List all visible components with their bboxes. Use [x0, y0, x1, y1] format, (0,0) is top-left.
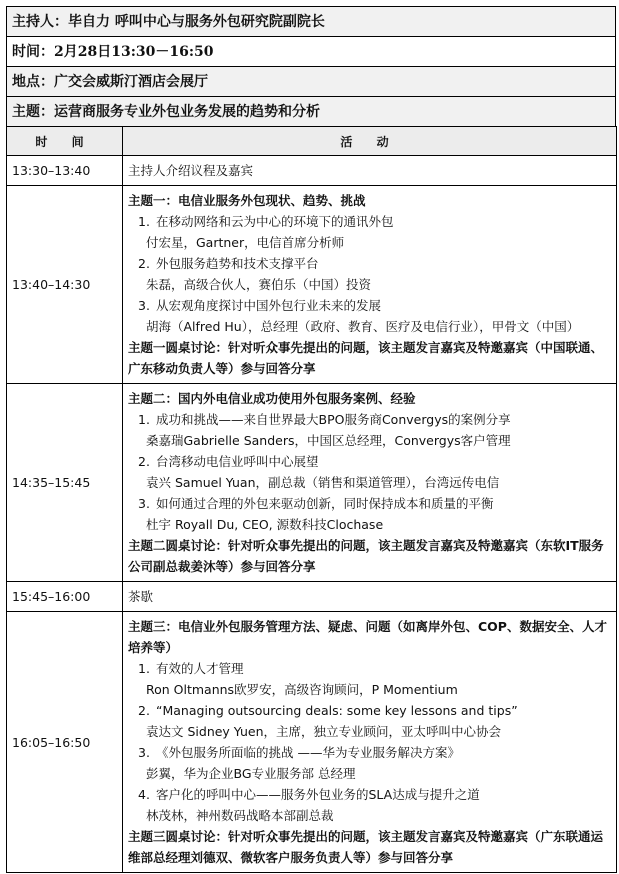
panel-discussion: 主题二圆桌讨论：针对听众事先提出的问题，该主题发言嘉宾及特邀嘉宾（东软IT服务公司副总裁姜沐等）参与回答分享 — [128, 538, 604, 574]
row-activity — [123, 384, 617, 582]
table-row — [7, 156, 617, 186]
item-number: 3. — [138, 745, 150, 760]
session-title: 主题二：国内外电信业成功使用外包服务案例、经验 — [128, 391, 416, 406]
item-title: 从宏观角度探讨中国外包行业未来的发展 — [156, 298, 382, 313]
table-header-row — [7, 127, 617, 156]
place-line: 地点：广交会威斯汀酒店会展厅 — [6, 66, 616, 96]
row-time: 14:35–15:45 — [7, 384, 123, 582]
row-time: 13:30–13:40 — [7, 156, 123, 186]
item-number: 2. — [138, 454, 150, 469]
table-row — [7, 582, 617, 612]
item-number: 2. — [138, 703, 150, 718]
list-item — [128, 700, 611, 721]
item-number: 1. — [138, 412, 150, 427]
speaker-line: 袁达文 Sidney Yuen，主席，独立专业顾问，亚太呼叫中心协会 — [146, 724, 502, 739]
column-header-activity: 活 动 — [123, 127, 617, 156]
speaker-line: Ron Oltmanns欧罗安，高级咨询顾问，P Momentium — [146, 682, 458, 697]
list-item — [128, 658, 611, 679]
speaker-line: 彭翼，华为企业BG专业服务部 总经理 — [146, 766, 356, 781]
agenda-document — [6, 6, 616, 873]
row-time: 16:05–16:50 — [7, 612, 123, 873]
item-number: 4. — [138, 787, 150, 802]
column-header-time: 时 间 — [7, 127, 123, 156]
list-item — [128, 784, 611, 805]
speaker-line: 杜宇 Royall Du, CEO, 源数科技Clochase — [146, 517, 384, 532]
item-number: 2. — [138, 256, 150, 271]
table-row — [7, 612, 617, 873]
time-line: 时间：2月28日13:30－16:50 — [6, 36, 616, 66]
item-number: 1. — [138, 214, 150, 229]
item-title: 外包服务趋势和技术支撑平台 — [156, 256, 319, 271]
item-number: 1. — [138, 661, 150, 676]
panel-discussion: 主题三圆桌讨论：针对听众事先提出的问题，该主题发言嘉宾及特邀嘉宾（广东联通运维部总经理刘德双、微软客户服务负责人等）参与回答分享 — [128, 829, 604, 865]
speaker-line: 付宏星，Gartner，电信首席分析师 — [146, 235, 345, 250]
row-activity: 茶歇 — [123, 582, 617, 612]
item-title: 如何通过合理的外包来驱动创新，同时保持成本和质量的平衡 — [156, 496, 494, 511]
item-title: 台湾移动电信业呼叫中心展望 — [156, 454, 319, 469]
item-title: 成功和挑战——来自世界最大BPO服务商Convergys的案例分享 — [156, 412, 511, 427]
panel-discussion: 主题一圆桌讨论：针对听众事先提出的问题，该主题发言嘉宾及特邀嘉宾（中国联通、广东移动负责人等）参与回答分享 — [128, 340, 604, 376]
speaker-line: 袁兴 Samuel Yuan，副总裁（销售和渠道管理），台湾远传电信 — [146, 475, 500, 490]
item-title: 有效的人才管理 — [156, 661, 244, 676]
row-activity — [123, 186, 617, 384]
list-item — [128, 409, 611, 430]
row-activity — [123, 612, 617, 873]
speaker-line: 林茂林，神州数码战略本部副总裁 — [146, 808, 334, 823]
list-item — [128, 493, 611, 514]
item-number: 3. — [138, 496, 150, 511]
item-title: 《外包服务所面临的挑战 ——华为专业服务解决方案》 — [156, 745, 460, 760]
agenda-table — [6, 126, 617, 873]
session-title: 主题一：电信业服务外包现状、趋势、挑战 — [128, 193, 366, 208]
table-row — [7, 186, 617, 384]
table-row — [7, 384, 617, 582]
topic-line: 主题：运营商服务专业外包业务发展的趋势和分析 — [6, 96, 616, 126]
item-title: 在移动网络和云为中心的环境下的通讯外包 — [156, 214, 394, 229]
host-line: 主持人：毕自力 呼叫中心与服务外包研究院副院长 — [6, 6, 616, 36]
row-time: 13:40–14:30 — [7, 186, 123, 384]
row-activity: 主持人介绍议程及嘉宾 — [123, 156, 617, 186]
speaker-line: 朱磊，高级合伙人，赛伯乐（中国）投资 — [146, 277, 372, 292]
item-title: “Managing outsourcing deals: some key lessons and tips” — [156, 703, 518, 718]
list-item — [128, 295, 611, 316]
list-item — [128, 253, 611, 274]
speaker-line: 桑嘉瑞Gabrielle Sanders，中国区总经理，Convergys客户管理 — [146, 433, 511, 448]
session-title: 主题三：电信业外包服务管理方法、疑虑、问题（如离岸外包、COP、数据安全、人才培养等） — [128, 619, 607, 655]
list-item — [128, 451, 611, 472]
row-time: 15:45–16:00 — [7, 582, 123, 612]
item-number: 3. — [138, 298, 150, 313]
list-item — [128, 742, 611, 763]
speaker-line: 胡海（Alfred Hu），总经理（政府、教育、医疗及电信行业），甲骨文（中国） — [146, 319, 580, 334]
item-title: 客户化的呼叫中心——服务外包业务的SLA达成与提升之道 — [156, 787, 480, 802]
list-item — [128, 211, 611, 232]
